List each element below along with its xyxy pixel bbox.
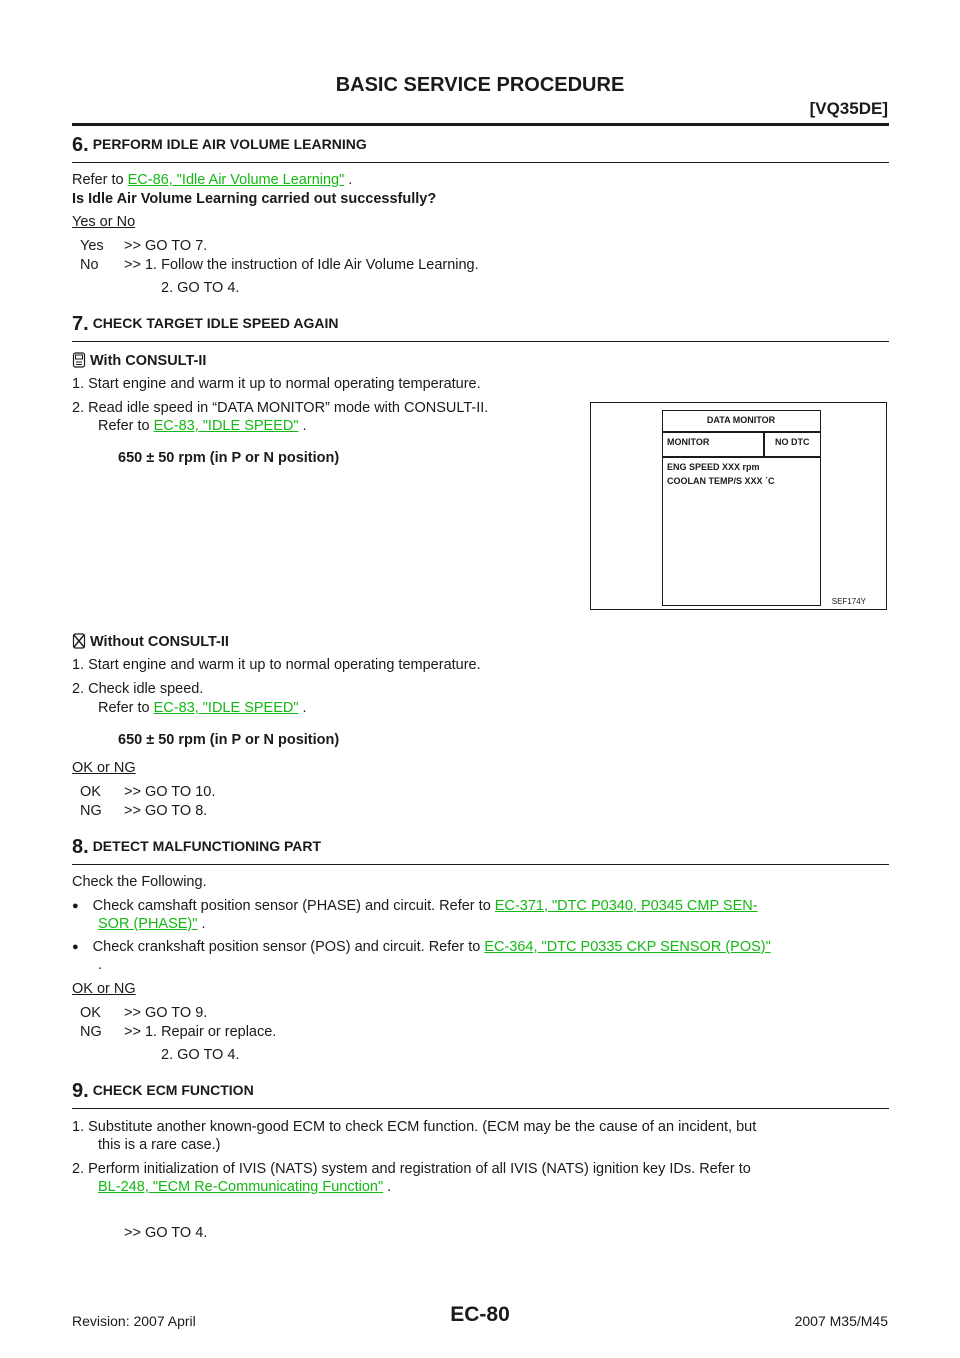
figure-code: SEF174Y — [831, 597, 866, 606]
step-9-rule — [72, 1108, 889, 1109]
link-ec-83-b[interactable]: EC-83, "IDLE SPEED" — [153, 700, 299, 716]
step-6-refer: Refer to EC-86, "Idle Air Volume Learning" . — [72, 172, 353, 188]
link-ec-83-a[interactable]: EC-83, "IDLE SPEED" — [153, 418, 299, 434]
with-item-1: 1. Start engine and warm it up to normal operating temperature. — [72, 376, 481, 392]
with-refer: Refer to EC-83, "IDLE SPEED" . — [98, 418, 307, 434]
step-8-choice: OK or NG — [72, 981, 136, 997]
bullet-dot: ● — [72, 900, 79, 912]
consult-icon — [72, 352, 86, 372]
step-8-ng-text2: 2. GO TO 4. — [161, 1047, 240, 1063]
without-consult-label: Without CONSULT-II — [72, 633, 229, 653]
screen-divider-1 — [663, 431, 820, 433]
step-7-choice: OK or NG — [72, 760, 136, 776]
step-9-item-2-cont: BL-248, "ECM Re-Communicating Function" . — [98, 1179, 392, 1195]
without-refer: Refer to EC-83, "IDLE SPEED" . — [98, 700, 307, 716]
screen-col-monitor: MONITOR — [667, 437, 710, 447]
consult-screen — [662, 410, 821, 606]
link-ec-371-cont[interactable]: SOR (PHASE)" — [98, 916, 198, 932]
step-6-no-text2: 2. GO TO 4. — [161, 280, 240, 296]
engine-model: [VQ35DE] — [809, 99, 888, 118]
step-9-goto: >> GO TO 4. — [124, 1225, 208, 1241]
step-8-ok-text: >> GO TO 9. — [124, 1005, 208, 1021]
step-6-question: Is Idle Air Volume Learning carried out successfully? — [72, 191, 437, 207]
step-8-intro: Check the Following. — [72, 874, 207, 890]
step-6-yes-text: >> GO TO 7. — [124, 238, 208, 254]
step-8-ng-label: NG — [80, 1024, 102, 1040]
without-item-2: 2. Check idle speed. — [72, 681, 204, 697]
step-9-heading: 9. CHECK ECM FUNCTION — [72, 1080, 254, 1102]
no-consult-icon — [72, 633, 86, 653]
step-7-ok-text: >> GO TO 10. — [124, 784, 216, 800]
step-7-heading: 7. CHECK TARGET IDLE SPEED AGAIN — [72, 313, 339, 335]
step-8-ok-label: OK — [80, 1005, 101, 1021]
step-6-choice: Yes or No — [72, 214, 136, 230]
step-9-item-2: 2. Perform initialization of IVIS (NATS) system and registration of all IVIS (NATS) ignition key IDs. Refer to — [72, 1161, 751, 1177]
step-8-ng-text: >> 1. Repair or replace. — [124, 1024, 277, 1040]
step-6-no-label: No — [80, 257, 99, 273]
link-ec-86[interactable]: EC-86, "Idle Air Volume Learning" — [127, 172, 345, 188]
screen-col-divider — [763, 432, 765, 456]
step-8-bullet-1: ● Check camshaft position sensor (PHASE) and circuit. Refer to EC-371, "DTC P0340, P0345 CMP SEN- — [72, 898, 758, 914]
header-rule — [72, 123, 889, 126]
step-6-rule — [72, 162, 889, 163]
link-ec-371[interactable]: EC-371, "DTC P0340, P0345 CMP SEN- — [494, 898, 758, 914]
step-8-heading: 8. DETECT MALFUNCTIONING PART — [72, 836, 322, 858]
step-6-heading: 6. PERFORM IDLE AIR VOLUME LEARNING — [72, 134, 367, 156]
step-9-item-1: 1. Substitute another known-good ECM to check ECM function. (ECM may be the cause of an incident, but — [72, 1119, 757, 1135]
step-8-bullet-2-suffix: . — [98, 957, 103, 973]
step-7-rule — [72, 341, 889, 342]
step-8-bullet-1-cont: SOR (PHASE)" . — [98, 916, 206, 932]
page-title: BASIC SERVICE PROCEDURE — [335, 74, 625, 96]
step-8-bullet-2: ● Check crankshaft position sensor (POS) and circuit. Refer to EC-364, "DTC P0335 CKP SENSOR (POS)" — [72, 939, 771, 955]
link-ec-364[interactable]: EC-364, "DTC P0335 CKP SENSOR (POS)" — [484, 939, 771, 955]
data-monitor-figure — [590, 402, 887, 610]
spec-idle-speed-1: 650 ± 50 rpm (in P or N position) — [118, 450, 340, 466]
step-7-ng-label: NG — [80, 803, 102, 819]
without-item-1: 1. Start engine and warm it up to normal operating temperature. — [72, 657, 481, 673]
with-item-2: 2. Read idle speed in “DATA MONITOR” mode with CONSULT-II. — [72, 400, 489, 416]
footer-revision: Revision: 2007 April — [72, 1313, 196, 1329]
step-6-no-text: >> 1. Follow the instruction of Idle Air Volume Learning. — [124, 257, 479, 273]
footer-page-number: EC-80 — [450, 1303, 510, 1326]
screen-col-nodtc: NO DTC — [775, 437, 810, 447]
step-7-ok-label: OK — [80, 784, 101, 800]
screen-divider-2 — [663, 456, 820, 458]
step-7-ng-text: >> GO TO 8. — [124, 803, 208, 819]
step-9-item-1-cont: this is a rare case.) — [98, 1137, 221, 1153]
screen-title: DATA MONITOR — [706, 415, 776, 425]
screen-row-coolant: COOLAN TEMP/S XXX ´C — [667, 476, 775, 486]
with-consult-label: With CONSULT-II — [72, 352, 206, 372]
bullet-dot: ● — [72, 941, 79, 953]
spec-idle-speed-2: 650 ± 50 rpm (in P or N position) — [118, 732, 340, 748]
step-8-rule — [72, 864, 889, 865]
step-6-yes-label: Yes — [80, 238, 104, 254]
link-bl-248[interactable]: BL-248, "ECM Re-Communicating Function" — [98, 1179, 384, 1195]
footer-model: 2007 M35/M45 — [794, 1313, 888, 1329]
screen-row-eng-speed: ENG SPEED XXX rpm — [667, 462, 760, 472]
